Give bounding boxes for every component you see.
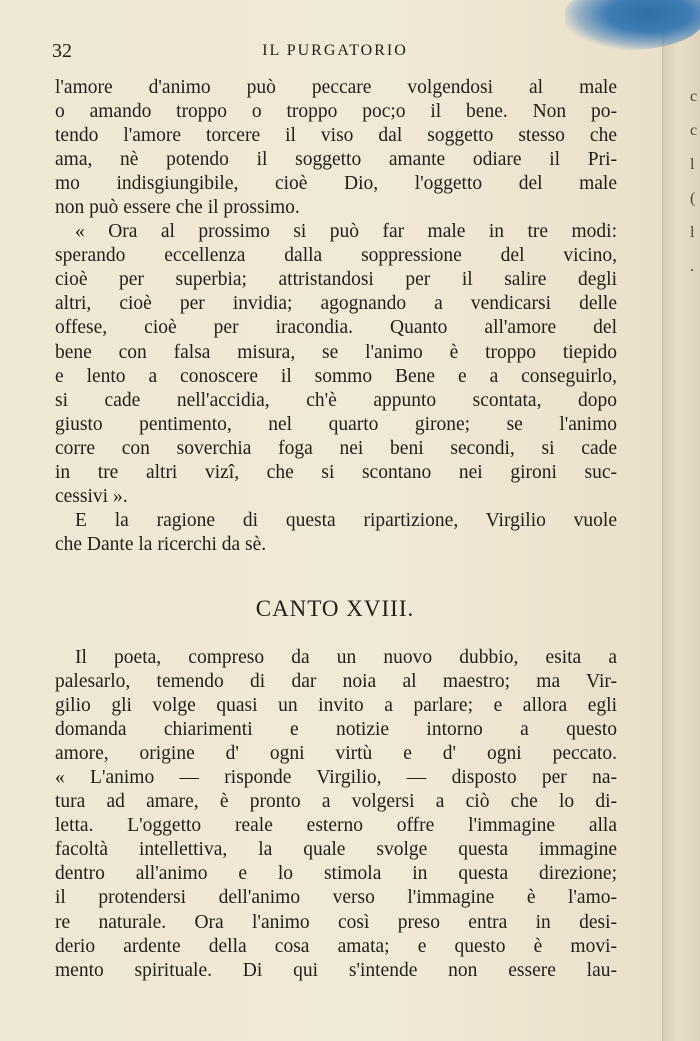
text-line: non può essere che il prossimo. [55,197,300,219]
edge-letter: l [690,224,695,241]
text-line: offese, cioè per iracondia. Quanto all'amore del [55,317,617,339]
page-number: 32 [52,40,72,62]
text-line: E la ragione di questa ripartizione, Virgilio vuole [75,509,617,531]
text-line: cioè per superbia; attristandosi per il salire degli [55,269,617,291]
edge-letter: . [690,258,694,275]
text-line: si cade nell'accidia, ch'è appunto scontata, dopo [55,389,617,411]
text-line: bene con falsa misura, se l'animo è troppo tiepido [55,341,617,363]
text-line: mo indisgiungibile, cioè Dio, l'oggetto del male [55,173,617,195]
text-line: facoltà intellettiva, la quale svolge questa immagine [55,839,617,861]
text-line: mento spirituale. Di qui s'intende non essere lau- [55,959,617,981]
text-line: domanda chiarimenti e notizie intorno a questo [55,719,617,741]
text-line: altri, cioè per invidia; agognando a vendicarsi delle [55,293,617,315]
next-page-edge-text [690,80,697,284]
section-2-text [55,646,617,983]
canto-title: CANTO XVIII. [255,596,415,621]
text-line: Il poeta, compreso da un nuovo dubbio, esita a [75,647,617,668]
text-line: « Ora al prossimo si può far male in tre modi: [75,221,617,243]
text-line: amore, origine d' ogni virtù e d' ogni peccato. [55,743,617,765]
text-line: gilio gli volge quasi un invito a parlare; e allora egli [55,695,617,717]
text-line: dentro all'animo e lo stimola in questa direzione; [55,863,617,885]
text-line: ama, nè potendo il soggetto amante odiare il Pri- [55,149,617,171]
text-line: tura ad amare, è pronto a volgersi a ciò che lo di- [55,791,617,813]
text-line: sperando eccellenza dalla soppressione del vicino, [55,245,617,267]
text-line: l'amore d'animo può peccare volgendosi al male [55,77,617,98]
text-line: il protendersi dell'animo verso l'immagine è l'amo- [55,887,617,909]
text-line: palesarlo, temendo di dar noia al maestro; ma Vir- [55,671,617,693]
text-line: che Dante la ricerchi da sè. [55,533,267,555]
text-line: derio ardente della cosa amata; e questo è movi- [55,935,617,957]
text-line: in tre altri vizî, che si scontano nei gironi suc- [55,461,617,483]
running-head: IL PURGATORIO [262,42,408,59]
text-line: e lento a conoscere il sommo Bene e a conseguirlo, [55,365,617,387]
text-line: « L'animo — risponde Virgilio, — disposto per na- [55,767,617,789]
page-header [52,40,618,66]
text-line: tendo l'amore torcere il viso dal soggetto stesso che [55,125,617,147]
edge-letter: c [690,88,698,105]
edge-letter: ( [690,190,696,207]
text-line: cessivi ». [55,485,128,507]
text-line: o amando troppo o troppo poc;o il bene. Non po- [55,101,617,123]
text-line: letta. L'oggetto reale esterno offre l'immagine alla [55,815,617,837]
text-line: corre con soverchia foga nei beni secondi, si cade [55,437,617,459]
edge-letter: c [690,122,698,139]
section-1-text [55,76,617,557]
text-line: re naturale. Ora l'animo così preso entra in desi- [55,911,617,933]
edge-letter: l [690,156,695,173]
text-line: giusto pentimento, nel quarto girone; se l'animo [55,413,617,435]
